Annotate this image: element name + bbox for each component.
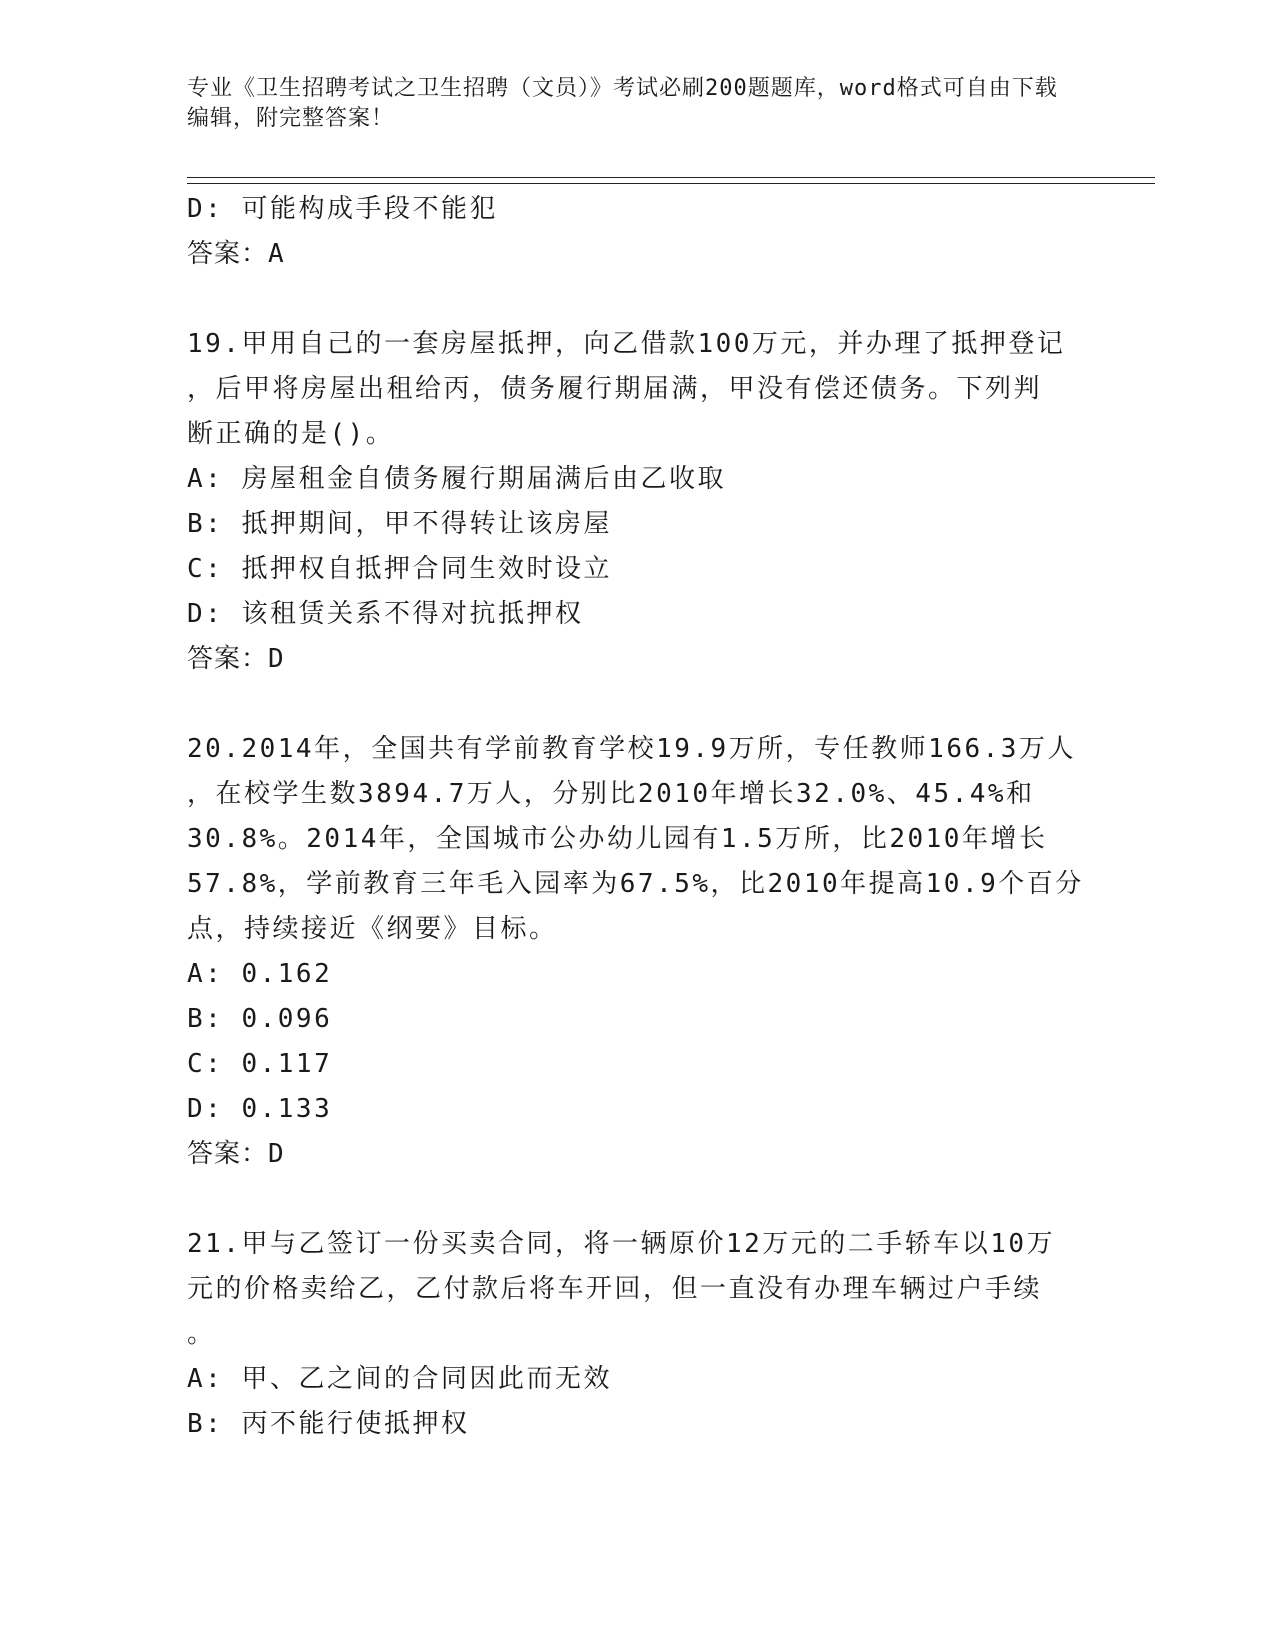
q20-option-b: B: 0.096 [187,1004,333,1034]
q20-text-line-5: 点，持续接近《纲要》目标。 [187,914,558,944]
q20-option-d: D: 0.133 [187,1094,333,1124]
q20-option-a: A: 0.162 [187,959,333,989]
q20-text-line-3: 30.8%。2014年，全国城市公办幼儿园有1.5万所，比2010年增长 [187,824,1048,854]
q21-text-line-3: 。 [187,1319,216,1349]
q21-option-a: A: 甲、乙之间的合同因此而无效 [187,1364,612,1394]
q19-option-c: C: 抵押权自抵押合同生效时设立 [187,554,612,584]
q21-text-line-2: 元的价格卖给乙，乙付款后将车开回，但一直没有办理车辆过户手续 [187,1274,1043,1304]
q21-option-b: B: 丙不能行使抵押权 [187,1409,470,1439]
header-divider-bottom [187,183,1155,184]
prev-option-d: D: 可能构成手段不能犯 [187,194,498,224]
q19-text-line-2: ，后甲将房屋出租给丙，债务履行期届满，甲没有偿还债务。下列判 [187,374,1043,404]
q19-text-line-3: 断正确的是()。 [187,419,395,449]
q20-option-c: C: 0.117 [187,1049,333,1079]
q19-option-b: B: 抵押期间，甲不得转让该房屋 [187,509,612,539]
prev-answer: 答案：A [187,239,285,269]
q21-text-line-1: 21.甲与乙签订一份买卖合同，将一辆原价12万元的二手轿车以10万 [187,1229,1056,1259]
header-divider-top [187,177,1155,178]
q19-answer: 答案：D [187,644,285,674]
q19-option-a: A: 房屋租金自债务履行期届满后由乙收取 [187,464,726,494]
q20-text-line-1: 20.2014年，全国共有学前教育学校19.9万所，专任教师166.3万人 [187,734,1076,764]
q19-option-d: D: 该租赁关系不得对抗抵押权 [187,599,584,629]
q20-answer: 答案：D [187,1139,285,1169]
document-header: 专业《卫生招聘考试之卫生招聘（文员）》考试必刷200题题库，word格式可自由下载编辑，附完整答案！ [187,76,1058,131]
q20-text-line-4: 57.8%，学前教育三年毛入园率为67.5%，比2010年提高10.9个百分 [187,869,1084,899]
q19-text-line-1: 19.甲用自己的一套房屋抵押，向乙借款100万元，并办理了抵押登记 [187,329,1066,359]
q20-text-line-2: ，在校学生数3894.7万人，分别比2010年增长32.0%、45.4%和 [187,779,1035,809]
